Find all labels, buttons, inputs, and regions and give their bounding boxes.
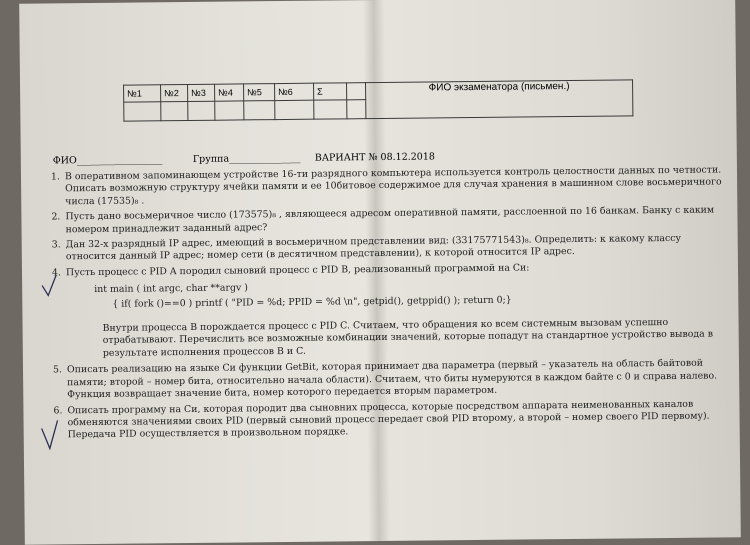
question-text: В оперативном запоминающем устройстве 16-ти разрядного компьютера используется контроль целостности данных по четности. Описать возможную структуру ячейки памяти и ее 10битовое содержимое для случая хранения в машинном слове восьмеричного числа (17535)₈ . [64,164,722,208]
question-number: 6. [53,404,63,416]
questions [51,164,726,445]
grading-table [123,79,633,121]
header-cell-1: №1 [124,85,161,102]
score-cell [188,101,215,120]
question-number: 4. [51,267,62,279]
header-cell-4: №4 [215,84,244,101]
question-1 [51,164,723,208]
question-3 [52,232,724,264]
fio-field: ФИО__________________ [52,154,163,167]
question-text: Описать реализацию на языке Си функции GetBit, которая принимает два параметра (первый – указатель на область байтовой памяти; второй – номер бита, относительно начала области). Считаем, что биты нумеруются в каждом байте с 0 и справа налево. Функция возвращает значение бита, номер которого передается вторым параметром. [66,357,718,401]
question-number: 2. [51,211,61,223]
question-number: 5. [52,364,63,376]
group-field: Группа_______________ [192,152,301,165]
question-4-followup: Внутри процесса B порождается процесс с PID C. Считаем, что обращения ко всем системным вызовам успешно отрабатывают. Перечислить все возможные комбинации значений, которые попадут на стандартное устройство вывода в результате исполнения процессов B и C. [102,317,714,359]
header-cell-3: №3 [188,84,215,101]
score-cell [275,100,314,119]
question-5 [53,358,725,402]
score-cell [347,100,366,119]
empty-cell [347,83,366,100]
question-text: Дан 32-х разрядный IP адрес, имеющий в восьмеричном представлении вид: (33175771543)₈. Определить: к какому классу относится данный IP адрес; номер сети (в десятичном представлении), к которой относится IP адрес. [65,232,682,263]
header-meta [52,148,733,167]
pen-checkmark-icon [36,271,77,351]
score-cell [124,102,161,121]
score-cell [161,102,188,121]
score-cell [244,101,275,120]
question-number: 1. [50,171,61,183]
score-cell [215,101,244,120]
examiner-cell: ФИО экзаменатора (письмен.) [366,80,633,119]
header-cell-2: №2 [161,85,188,102]
question-text: Пусть дано восьмеричное число (173575)₈ , являющееся адресом оперативной памяти, расслоенной по 16 банкам. Банку с каким номером принадлежит заданный адрес? [65,204,715,235]
variant-title: ВАРИАНТ № 08.12.2018 [314,151,435,164]
question-2 [51,205,723,237]
score-cell [314,100,347,119]
header-cell-6: №6 [275,83,314,100]
pen-checkmark-icon-2 [36,418,77,498]
header-cell-5: №5 [244,84,275,101]
question-6 [53,398,725,442]
code-line-2: { if( fork ()==0 ) printf ( "PID = %d; PPID = %d \n", getpid(), getppid() ); return 0;} [112,294,512,310]
question-number: 3. [51,239,61,251]
header-cell-sum: Σ [314,83,347,100]
question-text: Пусть процесс с PID A породил сыновий процесс с PID B, реализованный программой на Си: [65,262,530,279]
code-line-1: int main ( int argc, char **argv ) [94,282,248,296]
exam-sheet [19,0,741,545]
question-text: Описать программу на Си, которая породит два сыновних процесса, которые посредством аппарата неименованных каналов обменяются значениями своих PID (первый сыновий процесс передает свой PID второму, а второй – номер своего PID первому). Передача PID осуществляется в произвольном порядке. [67,398,710,441]
